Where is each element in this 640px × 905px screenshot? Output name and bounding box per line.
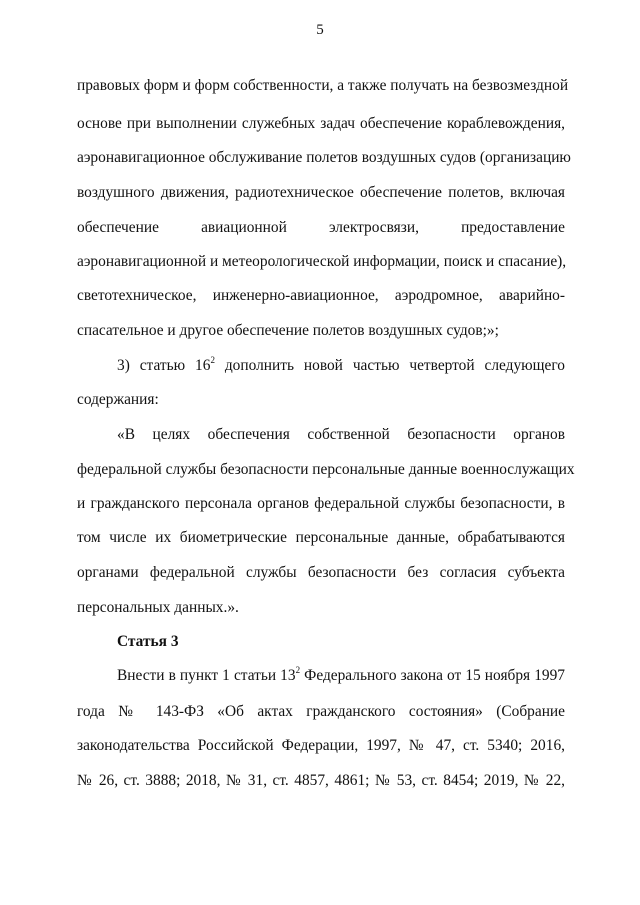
text-line: содержания: [77, 391, 159, 408]
text-line: аэронавигационное обслуживание полетов воздушных судов (организацию [77, 149, 571, 166]
article-heading: Статья 3 [117, 633, 179, 650]
text-line: аэронавигационной и метеорологической информации, поиск и спасание), [77, 253, 567, 270]
text-line: спасательное и другое обеспечение полетов воздушных судов;»; [77, 322, 499, 339]
page-number: 5 [316, 22, 324, 38]
superscript: 2 [210, 355, 215, 365]
text-line: федеральной службы безопасности персональные данные военнослужащих [77, 461, 575, 478]
text-line: законодательства Российской Федерации, 1997, № 47, ст. 5340; 2016, [77, 737, 565, 754]
text-line: года № 143-ФЗ «Об актах гражданского состояния» (Собрание [77, 703, 565, 720]
text-line: обеспечение авиационной электросвязи, предоставление [77, 219, 565, 236]
text-line: и гражданского персонала органов федеральной службы безопасности, в [77, 495, 565, 512]
text-line: воздушного движения, радиотехническое обеспечение полетов, включая [77, 184, 565, 201]
text-line: светотехническое, инженерно-авиационное, аэродромное, аварийно- [77, 287, 565, 304]
text-line-article-intro [117, 666, 565, 686]
article-intro-end: Федерального закона от 15 ноября 1997 [300, 667, 565, 684]
text-line: «В целях обеспечения собственной безопасности органов [117, 426, 565, 443]
amendment-item-end: дополнить новой частью четвертой следующего [214, 357, 565, 374]
article-intro-start: Внести в пункт 1 статьи 13 [117, 667, 296, 684]
superscript: 2 [295, 665, 301, 675]
amendment-item-start: 3) статью 16 [117, 357, 211, 374]
text-line: персональных данных.». [77, 599, 239, 616]
text-line-amendment-item [117, 356, 565, 376]
text-line: основе при выполнении служебных задач обеспечение кораблевождения, [77, 115, 565, 132]
text-line: органами федеральной службы безопасности без согласия субъекта [77, 564, 565, 581]
text-line: № 26, ст. 3888; 2018, № 31, ст. 4857, 4861; № 53, ст. 8454; 2019, № 22, [77, 772, 565, 789]
text-line: том числе их биометрические персональные данные, обрабатываются [77, 529, 565, 546]
text-line: правовых форм и форм собственности, а также получать на безвозмездной [77, 77, 569, 94]
